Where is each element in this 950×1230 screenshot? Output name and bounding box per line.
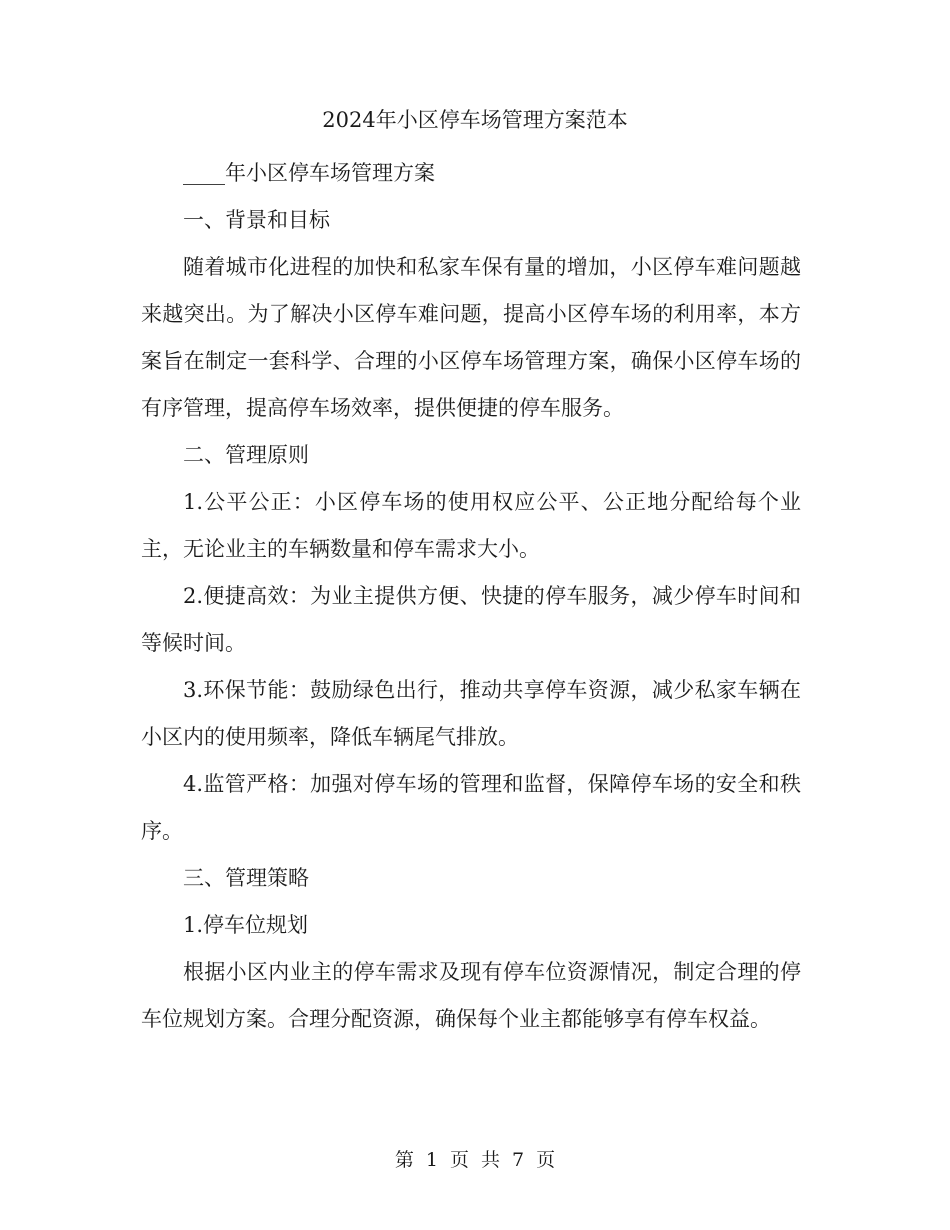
section-heading-background: 一、背景和目标 (183, 208, 330, 232)
principle-environment: 3.环保节能：鼓励绿色出行，推动共享停车资源，减少私家车辆在小区内的使用频率，降低车辆尾气排放。 (141, 678, 801, 749)
document-body (141, 150, 801, 1043)
page-number-footer: 第 1 页 共 7 页 (394, 1149, 556, 1171)
section-heading-strategy: 三、管理策略 (183, 866, 309, 890)
principle-fairness: 1.公平公正：小区停车场的使用权应公平、公正地分配给每个业主，无论业主的车辆数量和停车需求大小。 (141, 490, 801, 561)
body-paragraph-parking-planning: 根据小区内业主的停车需求及现有停车位资源情况，制定合理的停车位规划方案。合理分配资源，确保每个业主都能够享有停车权益。 (141, 960, 801, 1031)
body-paragraph-background: 随着城市化进程的加快和私家车保有量的增加，小区停车难问题越来越突出。为了解决小区停车难问题，提高小区停车场的利用率，本方案旨在制定一套科学、合理的小区停车场管理方案，确保小区停车场的有序管理，提高停车场效率，提供便捷的停车服务。 (141, 255, 801, 420)
section-heading-principles: 二、管理原则 (183, 443, 309, 467)
subtitle-paragraph: ____年小区停车场管理方案 (183, 161, 435, 185)
principle-convenience: 2.便捷高效：为业主提供方便、快捷的停车服务，减少停车时间和等候时间。 (141, 584, 801, 655)
subheading-parking-planning: 1.停车位规划 (183, 913, 309, 937)
principle-supervision: 4.监管严格：加强对停车场的管理和监督，保障停车场的安全和秩序。 (141, 772, 801, 843)
document-title: 2024年小区停车场管理方案范本 (322, 108, 628, 132)
